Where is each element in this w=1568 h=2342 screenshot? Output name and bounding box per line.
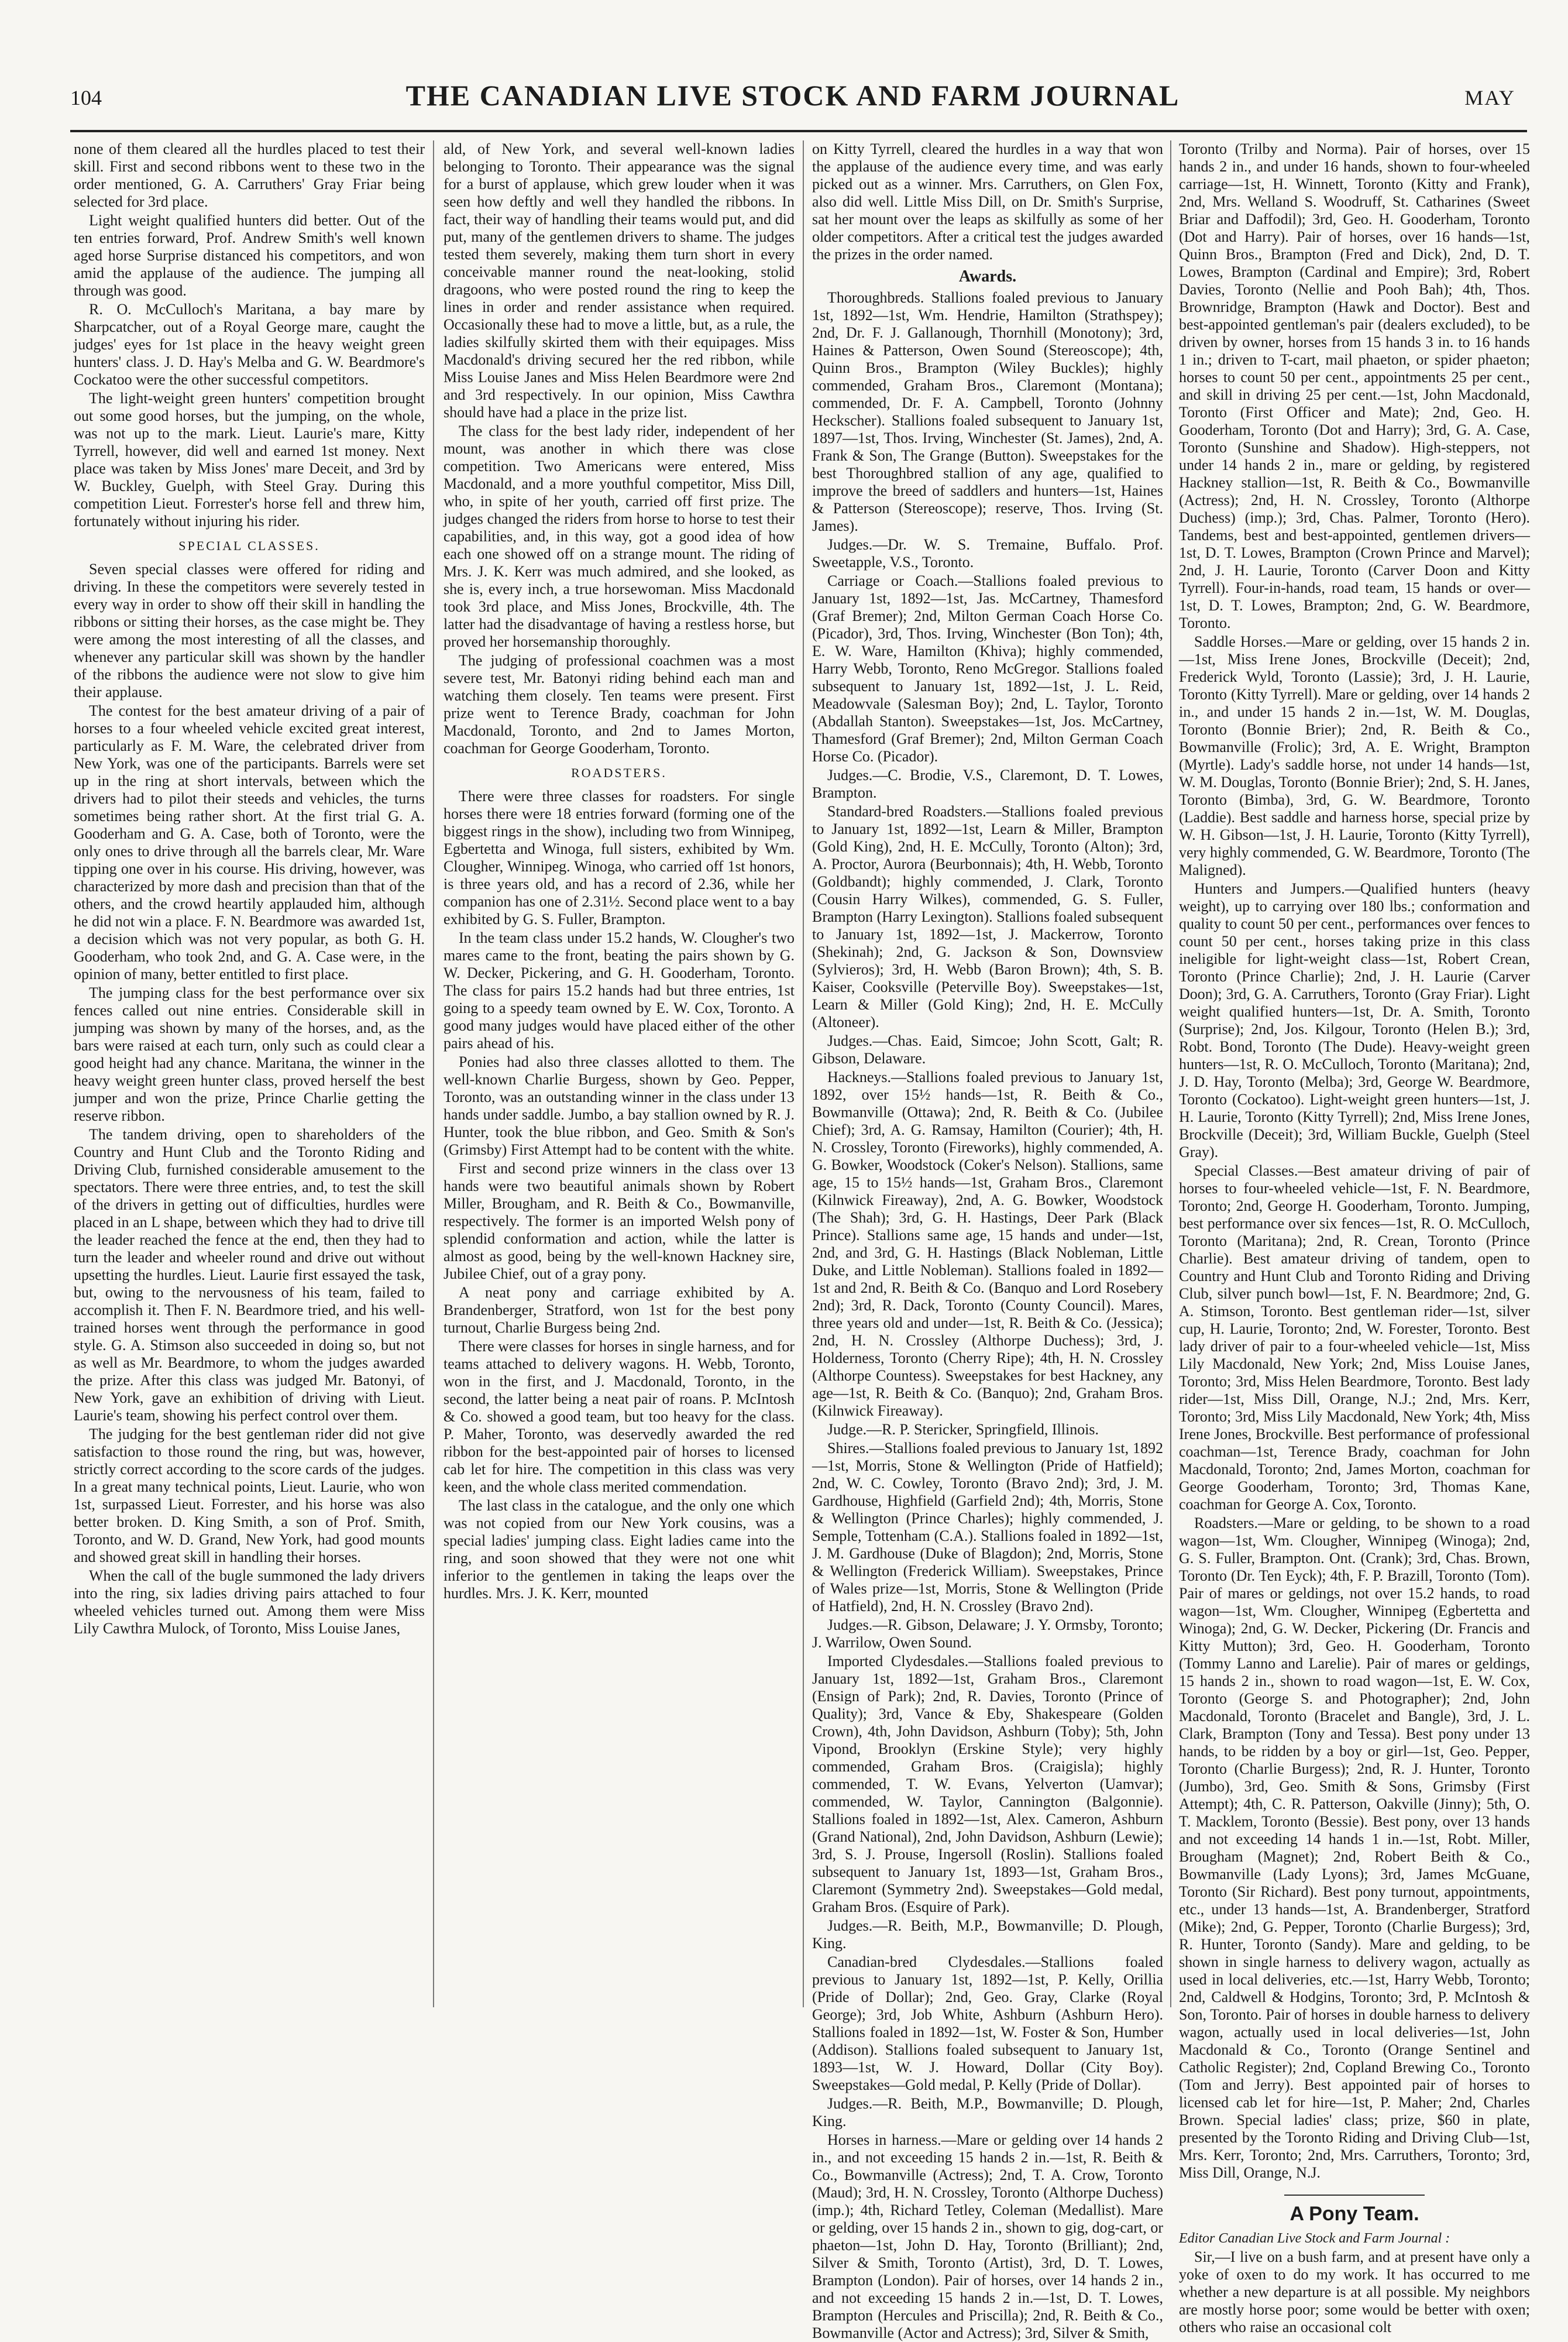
paragraph: There were three classes for roadsters. For single horses there were 18 entries forward (forming one of the biggest rings in the show), including two from Winnipeg, Egbertetta and Winoga, full sisters, exhibited by Wm. Clougher, Winnipeg. Winoga, who carried off 1st honors, is three years old, and has a record of 2.36, while her companion has one of 2.31½. Second place went to a bay exhibited by G. S. Fuller, Brampton. bbox=[443, 788, 795, 928]
award-judges: Judge.—R. P. Stericker, Springfield, Illinois. bbox=[827, 1421, 1099, 1438]
paragraph: When the call of the bugle summoned the lady drivers into the ring, six ladies driving pairs attached to four wheeled vehicles turned out. Among them were Miss Lily Cawthra Mulock, of Toronto, Miss Louise Janes, bbox=[74, 1567, 425, 1637]
paragraph: The contest for the best amateur driving of a pair of horses to a four wheeled vehicle excited great interest, particularly as F. M. Ware, the celebrated driver from New York, was one of the participants. Barrels were set up in the ring at short intervals, between which the drivers had to pilot their steeds and vehicles, the turns sometimes being rather short. At the first trial G. A. Gooderham and G. A. Case, both of Toronto, were the only ones to drive through all the barrels clear, Mr. Ware tipping one over in his course. His driving, however, was characterized by more dash and precision than that of the others, and the crowd heartily applauded him, although he did not win a place. F. N. Beardmore was awarded 1st, a decision which was not very popular, as both G. H. Gooderham, who took 2nd, and G. A. Case were, in the opinion of many, better entitled to first place. bbox=[74, 702, 425, 983]
award-judges: Judges.—R. Gibson, Delaware; J. Y. Ormsby, Toronto; J. Warrilow, Owen Sound. bbox=[812, 1616, 1163, 1651]
page-header bbox=[70, 75, 1515, 122]
award-judges: Judges.—Dr. W. S. Tremaine, Buffalo. Prof. Sweetapple, V.S., Toronto. bbox=[812, 536, 1163, 571]
header-rule bbox=[70, 130, 1527, 132]
issue-month: MAY bbox=[1464, 86, 1515, 109]
award-entry: Canadian-bred Clydesdales.—Stallions foaled previous to January 1st, 1892—1st, P. Kelly, Orillia (Pride of Dollar); 2nd, Geo. Gray, Clarke (Royal George); 3rd, Job White, Ashburn (Ashburn Hero). Stallions foaled in 1892—1st, W. Foster & Son, Humber (Addison). Stallions foaled subsequent to January 1st, 1893—1st, W. J. Howard, Dollar (City Boy). Sweepstakes—Gold medal, P. Kelly (Pride of Dollar). bbox=[812, 1953, 1163, 2093]
award-judges: Judges.—R. Beith, M.P., Bowmanville; D. Plough, King. bbox=[812, 2095, 1163, 2130]
letter-salutation: Editor Canadian Live Stock and Farm Journal : bbox=[1179, 2231, 1450, 2246]
award-entry: Hunters and Jumpers.—Qualified hunters (heavy weight), up to carrying over 180 lbs.; conformation and quality to count 50 per cent., performances over fences to count 50 per cent., horses taking prize in this class ineligible for light-weight class—1st, Robert Crean, Toronto (Prince Charlie); 2nd, J. H. Laurie (Carver Doon); 3rd, G. A. Carruthers, Toronto (Gray Friar). Light weight qualified hunters—1st, Dr. A. Smith, Toronto (Surprise); 2nd, Jos. Kilgour, Toronto (Helen B.); 3rd, Robt. Bond, Toronto (The Dude). Heavy-weight green hunters—1st, R. O. McCulloch, Toronto (Maritana); 2nd, J. D. Hay, Toronto (Melba); 3rd, George W. Beardmore, Toronto (Cockatoo). Light-weight green hunters—1st, J. H. Laurie, Toronto (Kitty Tyrrell); 2nd, Miss Irene Jones, Brockville (Deceit); 3rd, William Buckle, Guelph (Steel Gray). bbox=[1179, 880, 1530, 1160]
column-3 bbox=[812, 140, 1163, 2341]
section-rule bbox=[1284, 2195, 1425, 2196]
paragraph: Sir,—I live on a bush farm, and at present have only a yoke of oxen to do my work. It has occurred to me whether a new departure is at all possible. My neighbors are mostly horse poor; some would be better with oxen; others who raise an occasional colt bbox=[1179, 2248, 1530, 2336]
award-judges: Judges.—Chas. Eaid, Simcoe; John Scott, Galt; R. Gibson, Delaware. bbox=[812, 1032, 1163, 1067]
award-entry: Horses in harness.—Mare or gelding over 14 hands 2 in., and not exceeding 15 hands 2 in.—1st, R. Beith & Co., Bowmanville (Actress); 2nd, T. A. Crow, Toronto (Maud); 3rd, H. N. Crossley, Toronto (Althorpe Duchess) (imp.); 4th, Richard Tetley, Coleman (Medallist). Mare or gelding, over 15 hands 2 in., shown to gig, dog-cart, or phaeton—1st, John D. Hay, Toronto (Brilliant); 2nd, Silver & Smith, Toronto (Artist), 3rd, D. T. Lowes, Brampton (London). Pair of horses, over 14 hands 2 in., and not exceeding 15 hands 2 in.—1st, D. T. Lowes, Brampton (Hercules and Priscilla); 2nd, R. Beith & Co., Bowmanville (Actor and Actress); 3rd, Silver & Smith, bbox=[812, 2131, 1163, 2341]
paragraph: Seven special classes were offered for riding and driving. In these the competitors were severely tested in every way in order to show off their skill in handling the ribbons or sitting their horses, as the case might be. They were among the most interesting of all the classes, and whenever any particular skill was shown by the handler of the ribbons the audience were not slow to give him their applause. bbox=[74, 561, 425, 700]
paragraph: on Kitty Tyrrell, cleared the hurdles in a way that won the applause of the audience every time, and was early picked out as a winner. Mrs. Carruthers, on Glen Fox, also did well. Little Miss Dill, on Dr. Smith's Surprise, sat her mount over the leaps as skilfully as some of her older competitors. After a critical test the judges awarded the prizes in the order named. bbox=[812, 140, 1163, 263]
award-entry: Saddle Horses.—Mare or gelding, over 15 hands 2 in.—1st, Miss Irene Jones, Brockville (Deceit); 2nd, Frederick Wyld, Toronto (Lassie); 3rd, J. H. Laurie, Toronto (Kitty Tyrrell). Mare or gelding, over 14 hands 2 in., and under 15 hands 2 in.—1st, W. M. Douglas, Toronto (Bonnie Brier); 2nd, R. Beith & Co., Bowmanville (Frolic); 3rd, A. E. Wright, Brampton (Myrtle). Lady's saddle horse, not under 14 hands—1st, W. M. Douglas, Toronto (Bonnie Brier); 2nd, S. H. Janes, Toronto (Bimba), 3rd, G. W. Beardmore, Toronto (Laddie). Best saddle and harness horse, special prize by W. H. Gibson—1st, J. H. Laurie, Toronto (Kitty Tyrrell), very highly commended, G. W. Beardmore, Toronto (The Maligned). bbox=[1179, 633, 1530, 878]
paragraph: ald, of New York, and several well-known ladies belonging to Toronto. Their appearance was the signal for a burst of applause, which grew louder when it was seen how deftly and well they handled the ribbons. In fact, their way of handling their teams would put, and did put, many of the gentlemen drivers to shame. The judges tested them severely, making them turn short in every conceivable manner round the neat-looking, stolid dragoons, who were posted round the ring to keep the lines in order and render assistance when required. Occasionally these had to move a little, but, as a rule, the ladies skilfully skirted them with their equipages. Miss Macdonald's driving secured her the red ribbon, while Miss Louise Janes and Miss Helen Beardmore were 2nd and 3rd respectively. In our opinion, Miss Cawthra should have had a place in the prize list. bbox=[443, 140, 795, 421]
award-judges: Judges.—R. Beith, M.P., Bowmanville; D. Plough, King. bbox=[812, 1917, 1163, 1952]
paragraph: The tandem driving, open to shareholders of the Country and Hunt Club and the Toronto Riding and Driving Club, furnished considerable amusement to the spectators. There were three entries, and, to test the skill of the drivers in getting out of difficulties, hurdles were placed in an L shape, between which they had to drive till the leader reached the fence at the end, then they had to turn the leader and wheeler round and drive out without upsetting the hurdles. Lieut. Laurie first essayed the task, but, owing to the nervousness of his team, failed to accomplish it. Then F. N. Beardmore tried, and his well-trained horses went through the performance in good style. G. A. Stimson also succeeded in doing so, but not as well as Mr. Beardmore, to whom the judges awarded the prize. After this class was judged Mr. Batonyi, of New York, gave an exhibition of driving with Lieut. Laurie's team, showing his perfect control over them. bbox=[74, 1126, 425, 1424]
award-entry: Toronto (Trilby and Norma). Pair of horses, over 15 hands 2 in., and under 16 hands, shown to four-wheeled carriage—1st, H. Winnett, Toronto (Kitty and Frank), 2nd, Mrs. Welland S. Woodruff, St. Catharines (Sweet Briar and Daffodil); 3rd, Geo. H. Gooderham, Toronto (Dot and Harry). Pair of horses, over 16 hands—1st, Quinn Bros., Brampton (Fred and Dick), 2nd, D. T. Lowes, Brampton (Cardinal and Empire); 3rd, Robert Davies, Toronto (Nellie and Pooh Bah); 4th, Thos. Brownridge, Brampton (Hawk and Doctor). Best and best-appointed gentleman's pair (dealers excluded), to be driven by owner, horses from 15 hands 3 in. to 16 hands 1 in.; driven to T-cart, mail phaeton, or spider phaeton; horses to count 50 per cent., appointments 25 per cent., and skill in driving 25 per cent.—1st, John Macdonald, Toronto (First Officer and Mate); 2nd, Geo. H. Gooderham, Toronto (Dot and Harry); 3rd, G. A. Case, Toronto (Sunshine and Shadow). High-steppers, not under 14 hands 2 in., mare or gelding, by registered Hackney stallion—1st, R. Beith & Co., Bowmanville (Actress); 2nd, H. N. Crossley, Toronto (Althorpe Duchess) (imp.); 3rd, Chas. Palmer, Toronto (Hero). Tandems, best and best-appointed, gentlemen drivers—1st, D. T. Lowes, Brampton (Crown Prince and Marvel); 2nd, J. H. Laurie, Toronto (Carver Doon and Kitty Tyrrell). Four-in-hands, road team, 15 hands or over—1st, D. T. Lowes, Brampton; 2nd, G. W. Beardmore, Toronto. bbox=[1179, 140, 1530, 631]
award-entry: Roadsters.—Mare or gelding, to be shown to a road wagon—1st, Wm. Clougher, Winnipeg (Winoga); 2nd, G. S. Fuller, Brampton. Ont. (Crank); 3rd, Chas. Brown, Toronto (Dr. Ten Eyck); 4th, F. P. Brazill, Toronto (Tom). Pair of mares or geldings, not over 15.2 hands, to road wagon—1st, Wm. Clougher, Winnipeg (Egbertetta and Winoga); 2nd, G. W. Decker, Pickering (Dr. Francis and Kitty Mutton); 3rd, Geo. H. Gooderham, Toronto (Tommy Lanno and Larelie). Pair of mares or geldings, 15 hands 2 in., shown to road wagon—1st, E. W. Cox, Toronto (George S. and Photographer); 2nd, John Macdonald, Toronto (Bracelet and Bangle), 3rd, J. L. Clark, Brampton (Tony and Tessa). Best pony under 13 hands, to be ridden by a boy or girl—1st, Geo. Pepper, Toronto (Charlie Burgess); 2nd, R. J. Hunter, Toronto (Jumbo), 3rd, Geo. Smith & Sons, Grimsby (First Attempt); 4th, C. R. Patterson, Oakville (Jinny); 5th, O. T. Macklem, Toronto (Bessie). Best pony, over 13 hands and not exceeding 14 hands 1 in.—1st, Robt. Miller, Brougham (Magnet); 2nd, Robert Beith & Co., Bowmanville (Lady Lyons); 3rd, James McGuane, Toronto (Sir Richard). Best pony turnout, appointments, etc., under 13 hands—1st, A. Brandenberger, Stratford (Mike); 2nd, G. Pepper, Toronto (Charlie Burgess); 3rd, R. Hunter, Toronto (Sandy). Mare and gelding, to be shown in single harness to delivery wagon, actually as used in local deliveries, etc.—1st, Harry Webb, Toronto; 2nd, Caldwell & Hodgins, Toronto; 3rd, P. McIntosh & Son, Toronto. Pair of horses in double harness to delivery wagon, actually used in local deliveries—1st, John Macdonald & Co., Toronto (Orange Sentinel and Catholic Register); 2nd, Copland Brewing Co., Toronto (Tom and Jerry). Best appointed pair of horses to licensed cab let for hire—1st, P. Maher; 2nd, Charles Brown. Special ladies' class; prize, $60 in plate, presented by the Toronto Riding and Driving Club—1st, Mrs. Kerr, Toronto; 2nd, Mrs. Carruthers, Toronto; 3rd, Miss Dill, Orange, N.J. bbox=[1179, 1515, 1530, 2181]
paragraph: Ponies had also three classes allotted to them. The well-known Charlie Burgess, shown by Geo. Pepper, Toronto, was an outstanding winner in the class under 13 hands under saddle. Jumbo, a bay stallion owned by R. J. Hunter, took the blue ribbon, and Geo. Smith & Son's (Grimsby) First Attempt had to be content with the white. bbox=[443, 1053, 795, 1158]
article-title-pony-team: A Pony Team. bbox=[1290, 2203, 1419, 2225]
paragraph: none of them cleared all the hurdles placed to test their skill. First and second ribbons went to these two in the order mentioned, G. A. Carruthers' Gray Friar being selected for 3rd place. bbox=[74, 140, 425, 210]
column-divider bbox=[803, 140, 804, 2007]
journal-title: THE CANADIAN LIVE STOCK AND FARM JOURNAL bbox=[405, 79, 1180, 112]
paragraph: The judging of professional coachmen was a most severe test, Mr. Batonyi riding behind each man and watching them closely. Ten teams were present. First prize went to Terence Brady, coachman for John Macdonald, Toronto, and 2nd to James Morton, coachman for George Gooderham, Toronto. bbox=[443, 652, 795, 757]
award-entry: Thoroughbreds. Stallions foaled previous to January 1st, 1892—1st, Wm. Hendrie, Hamilton (Strathspey); 2nd, Dr. F. J. Gallanough, Thornhill (Monotony); 3rd, Haines & Patterson, Owen Sound (Stereoscope); 4th, Quinn Bros., Brampton (Wiley Buckles); highly commended, Graham Bros., Claremont (Montana); commended, Dr. F. A. Campbell, Toronto (Johnny Heckscher). Stallions foaled subsequent to January 1st, 1897—1st, Thos. Irving, Winchester (St. James), 2nd, A. Frank & Son, The Grange (Button). Sweepstakes for the best Thoroughbred stallion of any age, qualified to improve the breed of saddlers and hunters—1st, Haines & Patterson (Stereoscope); reserve, Thos. Irving (St. James). bbox=[812, 289, 1163, 534]
paragraph: Light weight qualified hunters did better. Out of the ten entries forward, Prof. Andrew Smith's well known aged horse Surprise distanced his competitors, and won amid the applause of the audience. The jumping all through was good. bbox=[74, 212, 425, 299]
paragraph: First and second prize winners in the class over 13 hands were two beautiful animals shown by Robert Miller, Brougham, and R. Beith & Co., Bowmanville, respectively. The former is an imported Welsh pony of splendid conformation and action, while the latter is almost as good, being by the well-known Hackney sire, Jubilee Chief, out of a gray pony. bbox=[443, 1160, 795, 1282]
award-entry: Shires.—Stallions foaled previous to January 1st, 1892—1st, Morris, Stone & Wellington (Pride of Hatfield); 2nd, W. C. Cowley, Toronto (Bravo 2nd); 3rd, J. M. Gardhouse, Highfield (Garfield 2nd); 4th, Morris, Stone & Wellington (Prince Charles); highly commended, J. Semple, Tottenham (C.A.). Stallions foaled in 1892—1st, J. M. Gardhouse (Duke of Blagdon); 2nd, Morris, Stone & Wellington (Frederick William). Sweepstakes, Prince of Wales prize—1st, Morris, Stone & Wellington (Pride of Hatfield), 2nd, H. N. Crossley (Bravo 2nd). bbox=[812, 1440, 1163, 1615]
award-entry: Hackneys.—Stallions foaled previous to January 1st, 1892, over 15½ hands—1st, R. Beith & Co., Bowmanville (Ottawa); 2nd, R. Beith & Co. (Jubilee Chief); 3rd, A. G. Ramsay, Hamilton (Courier); 4th, H. N. Crossley, Toronto (Fireworks), highly commended, A. G. Bowker, Woodstock (Coker's Nelson). Stallions, same age, 15 to 15½ hands—1st, Graham Bros., Claremont (Kilnwick Fireaway), 2nd, A. G. Bowker, Woodstock (The Shah); 3rd, G. H. Hastings, Deer Park (Black Prince). Stallions same age, 15 hands and under—1st, 2nd, and 3rd, G. H. Hastings (Black Nobleman, Little Duke, and Little Nobleman). Stallions foaled in 1892—1st and 2nd, R. Beith & Co. (Banquo and Lord Rosebery 2nd); 3rd, R. Dack, Toronto (County Council). Mares, three years old and under—1st, R. Beith & Co. (Jessica); 2nd, H. N. Crossley (Althorpe Duchess); 3rd, J. Holderness, Toronto (Cherry Ripe); 4th, H. N. Crossley (Althorpe Countess). Sweepstakes for best Hackney, any age—1st, R. Beith & Co. (Banquo); 2nd, Graham Bros. (Kilnwick Fireaway). bbox=[812, 1069, 1163, 1419]
paragraph: The light-weight green hunters' competition brought out some good horses, but the jumping, on the whole, was not up to the mark. Lieut. Laurie's mare, Kitty Tyrrell, however, did well and earned 1st money. Next place was taken by Miss Jones' mare Deceit, and 3rd by W. Buckley, Guelph, with Steel Gray. During this competition Lieut. Forrester's horse fell and threw him, fortunately without injuring his rider. bbox=[74, 390, 425, 530]
page-number: 104 bbox=[70, 86, 102, 109]
section-heading-awards: Awards. bbox=[958, 267, 1017, 286]
paragraph: The judging for the best gentleman rider did not give satisfaction to those round the ring, but was, however, strictly correct according to the score cards of the judges. In a great many technical points, Lieut. Laurie, who won 1st, surpassed Lieut. Forrester, and his horse was also better broken. D. King Smith, a son of Prof. Smith, Toronto, and W. D. Grand, New York, had good mounts and showed great skill in handling their horses. bbox=[74, 1426, 425, 1565]
paragraph: The jumping class for the best performance over six fences called out nine entries. Considerable skill in jumping was shown by many of the horses, and, as the bars were raised at each turn, only such as could clear a good height had any chance. Maritana, the winner in the heavy weight green hunter class, proved herself the best jumper and won the prize, Prince Charlie getting the reserve ribbon. bbox=[74, 984, 425, 1124]
paragraph: In the team class under 15.2 hands, W. Clougher's two mares came to the front, beating the pairs shown by G. W. Decker, Pickering, and G. H. Gooderham, Toronto. The class for pairs 15.2 hands had but three entries, 1st going to a speedy team owned by E. W. Cox, Toronto. A good many judges would have placed either of the other pairs ahead of his. bbox=[443, 929, 795, 1052]
award-entry: Imported Clydesdales.—Stallions foaled previous to January 1st, 1892—1st, Graham Bros., Claremont (Ensign of Park); 2nd, R. Davies, Toronto (Prince of Quality); 3rd, Vance & Eby, Shakespeare (Golden Crown), 4th, John Davidson, Ashburn (Toby); 5th, John Vipond, Brooklyn (Erskine Style); very highly commended, Graham Bros. (Craigisla); highly commended, T. W. Evans, Yelverton (Uamvar); commended, W. Taylor, Cannington (Balgonnie). Stallions foaled in 1892—1st, Alex. Cameron, Ashburn (Grand National), 2nd, John Davidson, Ashburn (Lewie); 3rd, S. J. Prouse, Ingersoll (Roslin). Stallions foaled subsequent to January 1st, 1893—1st, Graham Bros., Claremont (Symmetry 2nd). Sweepstakes—Gold medal, Graham Bros. (Esquire of Park). bbox=[812, 1653, 1163, 1915]
paragraph: The class for the best lady rider, independent of her mount, was another in which there was close competition. Two Americans were entered, Miss Macdonald, and a more youthful competitor, Miss Dill, who, in spite of her youth, carried off first prize. The judges changed the riders from horse to horse to test their capabilities, and, in this way, got a good idea of how each one showed off on a strange mount. The riding of Mrs. J. K. Kerr was much admired, and she looked, as she is, every inch, a true horsewoman. Miss Macdonald took 3rd place, and Miss Jones, Brockville, 4th. The latter had the disadvantage of having a restless horse, but proved her horsemanship thoroughly. bbox=[443, 423, 795, 650]
paragraph: A neat pony and carriage exhibited by A. Brandenberger, Stratford, won 1st for the best pony turnout, Charlie Burgess being 2nd. bbox=[443, 1284, 795, 1336]
award-entry: Special Classes.—Best amateur driving of pair of horses to four-wheeled vehicle—1st, F. N. Beardmore, Toronto; 2nd, George H. Gooderham, Toronto. Jumping, best performance over six fences—1st, R. O. McCulloch, Toronto (Maritana); 2nd, R. Crean, Toronto (Prince Charlie). Best amateur driving of tandem, open to Country and Hunt Club and Toronto Riding and Driving Club, silver punch bowl—1st, F. N. Beardmore; 2nd, G. A. Stimson, Toronto. Best gentleman rider—1st, silver cup, H. Laurie, Toronto; 2nd, W. Forester, Toronto. Best lady driver of pair to a four-wheeled vehicle—1st, Miss Lily Macdonald, New York; 2nd, Miss Louise Janes, Toronto; 3rd, Miss Helen Beardmore, Toronto. Best lady rider—1st, Miss Dill, Orange, N.J.; 2nd, Mrs. Kerr, Toronto; 3rd, Miss Lily Macdonald, New York; 4th, Miss Irene Jones, Brockville. Best performance of professional coachman—1st, Terence Brady, coachman for John Macdonald, Toronto; 2nd, James Morton, coachman for George Gooderham, Toronto; 3rd, Thomas Kane, coachman for George A. Cox, Toronto. bbox=[1179, 1162, 1530, 1513]
column-2 bbox=[443, 140, 795, 2013]
column-divider bbox=[1170, 140, 1171, 2007]
column-divider bbox=[433, 140, 434, 2007]
paragraph: The last class in the catalogue, and the only one which was not copied from our New York cousins, was a special ladies' jumping class. Eight ladies came into the ring, and soon showed that they were not one whit inferior to the gentlemen in taking the leaps over the hurdles. Mrs. J. K. Kerr, mounted bbox=[443, 1497, 795, 1602]
section-heading-special-classes: SPECIAL CLASSES. bbox=[178, 538, 320, 553]
section-heading-roadsters: ROADSTERS. bbox=[571, 765, 667, 780]
award-entry: Standard-bred Roadsters.—Stallions foaled previous to January 1st, 1892—1st, Learn & Miller, Brampton (Gold King), 2nd, H. E. McCully, Toronto (Alton); 3rd, A. Proctor, Aurora (Beurbonnais); 4th, H. Webb, Toronto (Goldbandt); highly commended, J. Clark, Toronto (Cousin Harry Wilkes), commended, G. S. Fuller, Brampton (Harry Lexington). Stallions foaled subsequent to January 1st, 1892—1st, J. Mackerrow, Toronto (Shekinah); 2nd, G. Jackson & Son, Downsview (Sylvieros); 3rd, H. Webb (Baron Brown); 4th, S. B. Kaiser, Cooksville (Peterville Boy). Sweepstakes—1st, Learn & Miller (Gold King); 2nd, H. E. McCully (Altoneer). bbox=[812, 803, 1163, 1031]
column-1 bbox=[74, 140, 425, 2013]
award-judges: Judges.—C. Brodie, V.S., Claremont, D. T. Lowes, Brampton. bbox=[812, 767, 1163, 801]
paragraph: There were classes for horses in single harness, and for teams attached to delivery wagons. H. Webb, Toronto, won in the first, and J. Macdonald, Toronto, in the second, the latter being a neat pair of roans. P. McIntosh & Co. showed a good team, but too heavy for the class. P. Maher, Toronto, was deservedly awarded the red ribbon for the best-appointed pair of horses to licensed cab let for hire. The competition in this class was very keen, and the whole class merited commendation. bbox=[443, 1338, 795, 1495]
paragraph: R. O. McCulloch's Maritana, a bay mare by Sharpcatcher, out of a Royal George mare, caught the judges' eyes for 1st place in the heavy weight green hunters' class. J. D. Hay's Melba and G. W. Beardmore's Cockatoo were the other successful competitors. bbox=[74, 301, 425, 388]
column-4 bbox=[1179, 140, 1530, 2336]
award-entry: Carriage or Coach.—Stallions foaled previous to January 1st, 1892—1st, Jas. McCartney, Thamesford (Graf Bremer); 2nd, Milton German Coach Horse Co. (Picador), 3rd, Thos. Irving, Winchester (Bon Ton); 4th, E. W. Ware, Hamilton (Khiva); highly commended, Harry Webb, Toronto, Reno McGregor. Stallions foaled subsequent to January 1st, 1892—1st, J. L. Reid, Meadowvale (Salesman Boy); 2nd, L. Taylor, Toronto (Abdallah Stanton). Sweepstakes—1st, Jos. McCartney, Thamesford (Graf Bremer); 2nd, Milton German Coach Horse Co. (Picador). bbox=[812, 572, 1163, 765]
